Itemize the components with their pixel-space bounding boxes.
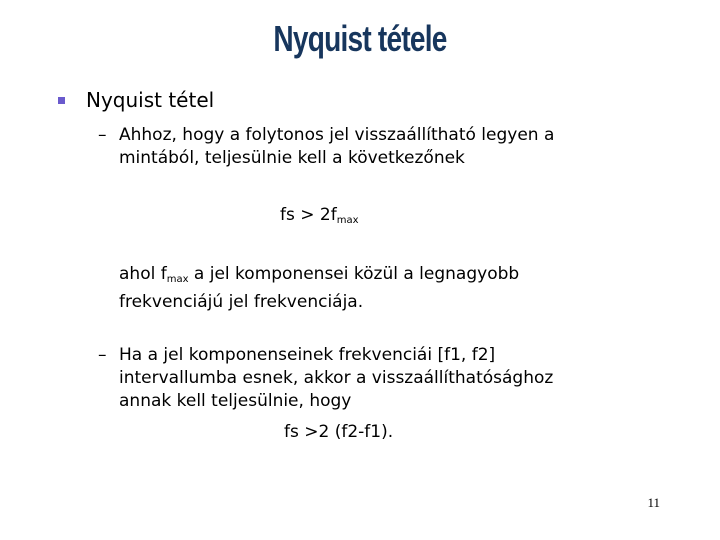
sub-item-1 [98,124,554,170]
bullet-item [58,88,214,112]
formula-1-subscript: max [336,215,359,226]
dash-marker: – [98,345,107,365]
explanation [119,263,519,314]
sub-item-2 [98,344,553,413]
sub-item-2-line-2: intervallumba esnek, akkor a visszaállíthatósághoz [119,368,554,388]
explanation-pre: ahol f [119,264,167,284]
formula-1-base: fs > 2f [280,205,337,225]
page-number: 11 [647,495,660,510]
sub-item-2-line-1: Ha a jel komponenseinek frekvenciái [f1, f2] [119,345,496,365]
formula-2: fs >2 (f2-f1). [284,422,394,442]
bullet-text: Nyquist tétel [86,88,215,112]
sub-item-1-line-2: mintából, teljesülnie kell a következőnek [119,148,465,168]
bullet-square-icon [58,97,65,104]
formula-1 [280,205,359,226]
sub-item-2-line-3: annak kell teljesülnie, hogy [119,391,352,411]
explanation-post: a jel komponensei közül a legnagyobb [188,264,520,284]
sub-item-1-line-1: Ahhoz, hogy a folytonos jel visszaállítható legyen a [119,125,555,145]
explanation-line-2: frekvenciájú jel frekvenciája. [119,292,364,312]
slide-title: Nyquist tétele [273,18,447,59]
explanation-subscript: max [166,274,189,285]
dash-marker: – [98,125,107,145]
